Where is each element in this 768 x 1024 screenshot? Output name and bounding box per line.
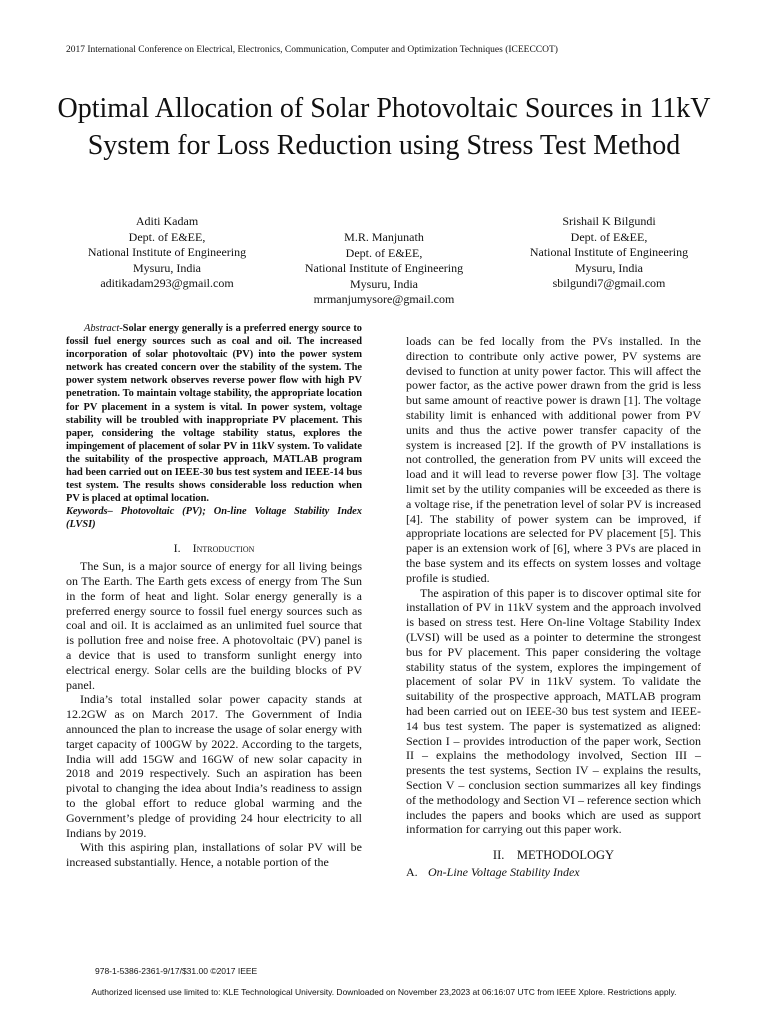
conference-header: 2017 International Conference on Electrical, Electronics, Communication, Computer and Optimization Techniques (ICEECCOT) (66, 45, 558, 55)
subsection-title: On-Line Voltage Stability Index (428, 864, 580, 879)
author-institution: National Institute of Engineering (304, 261, 464, 275)
author-block-1 (52, 214, 282, 292)
author-location: Mysuru, India (133, 260, 201, 275)
section-heading-methodology: II. METHODOLOGY (492, 848, 615, 863)
abstract (66, 322, 362, 505)
author-dept: Dept. of E&EE, (345, 245, 423, 260)
paragraph: loads can be fed locally from the PVs installed. In the direction to contribute only active power, PV systems are devised to function at unity power factor. This will affect the power factor, as the active power drawn from the grid is less but same amount of reactive power is drawn [1]. The voltage stability limit is enhanced with additional power from PV units and thus the active power transfer capacity of the system is increased [2]. If the growth of PV installations is not controlled, the generation from PV units will exceed the load and it will lead to reverse power flow [3]. The voltage limit set by the utility companies will be exceeded as there is a voltage rise, if the penetration level of solar PV is increased [4]. The stability of power system can be improved, if appropriate locations are selected for PV placement [5]. This paper is an extension work of [6], where 3 PVs are placed in the base system and its effects on system losses and voltage profile is studied. (406, 334, 702, 585)
left-column (66, 322, 362, 870)
paragraph: The aspiration of this paper is to discover optimal site for installation of PV in 11kV system and the approach involved is based on stress test. Here On-line Voltage Stability Index (LVSI) will be used as a pointer to determine the strongest bus for PV placement. This paper considering the voltage stability status of the system, explores the impingement of placement of solar PV in 11kV system. To validate the suitability of the prospective approach, MATLAB program had been carried out on IEEE-30 bus test system and IEEE-14 bus test system. The paper is systematized as aligned: Section I – provides introduction of the paper work, Section II – explains the methodology involved, Section III – presents the test systems, Section IV – explains the results, Section V – conclusion section summarizes all key findings of the methodology and Section VI – reference section which includes the papers and books which are used as support information for carrying out this paper work. (406, 585, 701, 837)
author-block-2 (269, 230, 499, 308)
author-dept: Dept. of E&EE, (128, 229, 206, 244)
subsection-number: A. (406, 864, 418, 879)
paragraph: India’s total installed solar power capacity stands at 12.2GW as on March 2017. The Government of India announced the plan to increase the usage of solar energy with target capacity of 100GW by 2022. According to the targets, India will add 15GW and 16GW of new solar capacity in 2018 and 2019 respectively. Such an aspiration has been pivotal to changing the idea about India’s readiness to assign to the global effort to reduce global warming and the Government’s pledge of providing 24 hour electricity to all Indians by 2019. (66, 692, 362, 840)
author-email: sbilgundi7@gmail.com (552, 276, 666, 290)
author-dept: Dept. of E&EE, (570, 229, 648, 244)
author-location: Mysuru, India (350, 276, 418, 291)
abstract-lead: Abstract- (84, 323, 123, 334)
right-column (406, 334, 701, 880)
paragraph: The Sun, is a major source of energy for all living beings on The Earth. The Earth gets excess of energy from The Sun in the form of heat and light. Solar energy generally is a preferred energy source to fossil fuel energy sources such as coal and oil. It is acclaimed as an unlimited fuel source that is pollution free and noise free. A photovoltaic (PV) panel is a device that is used to transform sunlight energy into electrical energy. Solar cells are the building blocks of PV panel. (66, 559, 362, 692)
author-institution: National Institute of Engineering (529, 245, 689, 259)
subsection-heading (406, 865, 701, 880)
author-email: aditikadam293@gmail.com (100, 276, 234, 290)
author-block-3 (494, 214, 724, 292)
author-email: mrmanjumysore@gmail.com (313, 292, 455, 306)
license-footer: Authorized licensed use limited to: KLE Technological University. Downloaded on November 23,2023 at 06:16:07 UTC from IEEE Xplore. Restrictions apply. (91, 987, 677, 997)
keywords: Keywords– Photovoltaic (PV); On-line Voltage Stability Index (LVSI) (66, 506, 362, 531)
section-heading-introduction: I. Introduction (173, 540, 255, 555)
abstract-text: Solar energy generally is a preferred energy source to fossil fuel energy sources such as coal and oil. The increased incorporation of solar photovoltaic (PV) into the power system network has created concern over the stability of the system. The power system network observes reverse power flow with high PV penetration. To maintain voltage stability, the appropriate location for PV placement in a system is vital. In power system, voltage stability will be troubled with inappropriate PV placement. This paper, considering the voltage stability status, explores the impingement of placement of solar PV in 11kV system. To validate the suitability of the prospective approach, MATLAB program had been carried out on IEEE-30 bus test system and IEEE-14 bus test system. The results shows considerable loss reduction when PV is placed at optimal location. (66, 323, 362, 505)
author-name: Srishail K Bilgundi (562, 214, 656, 228)
paragraph: With this aspiring plan, installations of solar PV will be increased substantially. Hence, a notable portion of the (66, 840, 362, 870)
isbn-footer: 978-1-5386-2361-9/17/$31.00 ©2017 IEEE (95, 966, 258, 976)
author-name: Aditi Kadam (135, 214, 199, 228)
author-name: M.R. Manjunath (344, 230, 424, 244)
author-institution: National Institute of Engineering (87, 245, 247, 259)
paper-title: Optimal Allocation of Solar Photovoltaic Sources in 11kV System for Loss Reduction using Stress Test Method (57, 93, 711, 161)
author-location: Mysuru, India (575, 260, 643, 275)
